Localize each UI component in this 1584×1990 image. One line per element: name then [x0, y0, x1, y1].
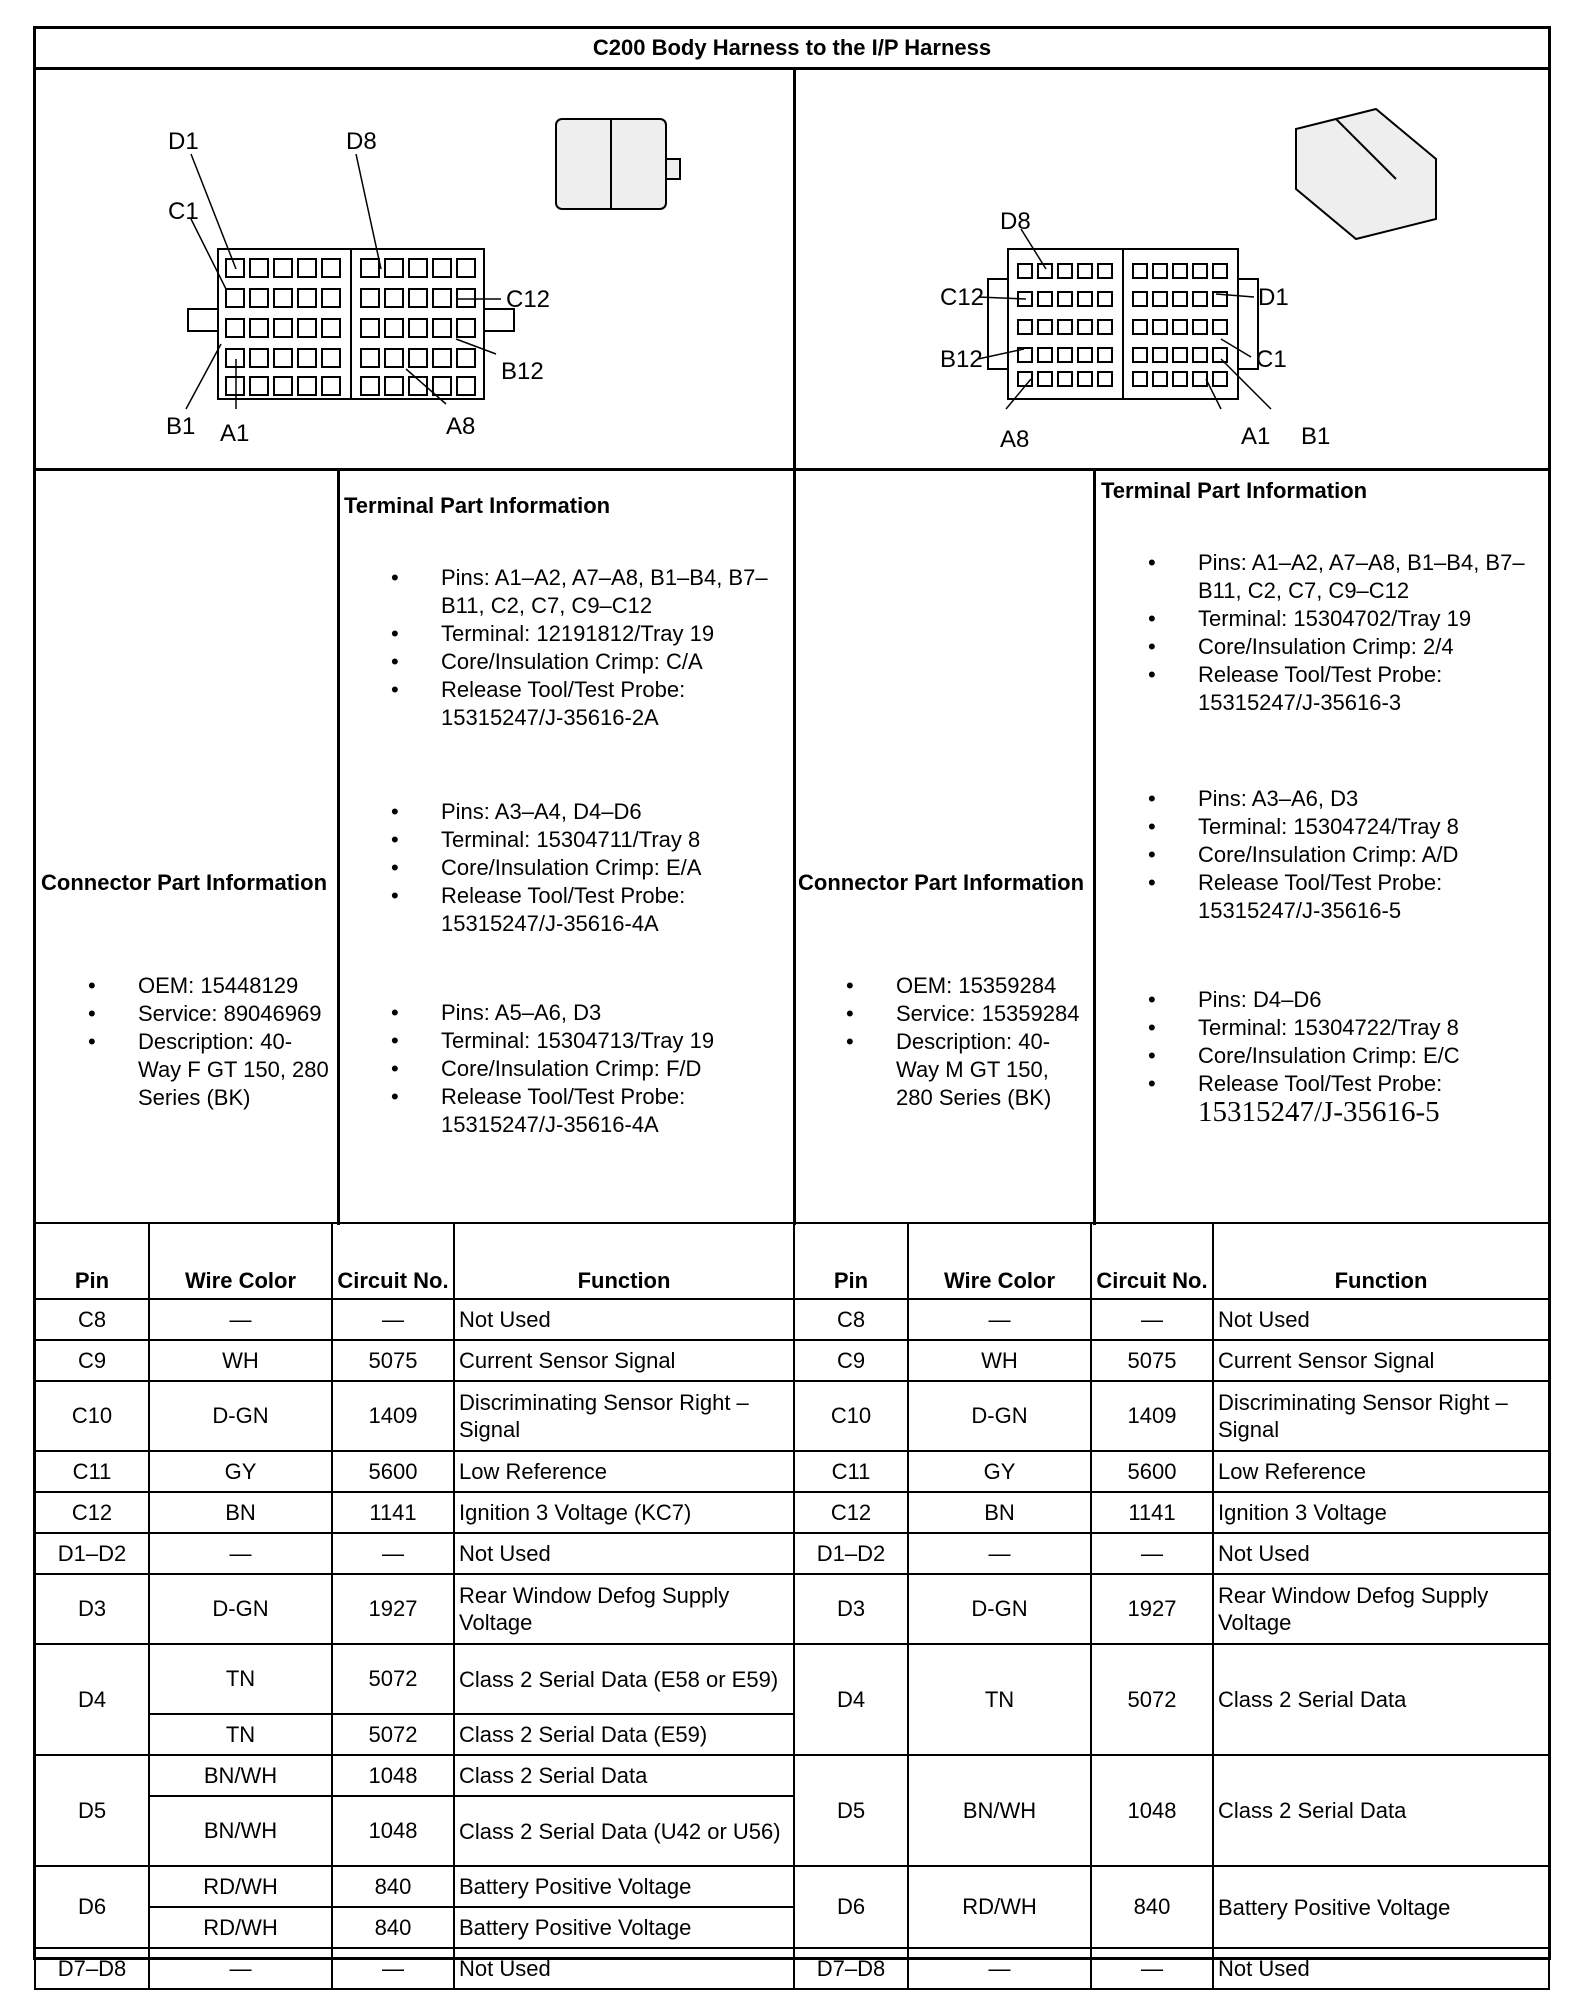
function-cell: Not Used — [1213, 1299, 1549, 1340]
function-cell: Class 2 Serial Data — [454, 1755, 794, 1796]
list-item: • Core/Insulation Crimp: E/A — [391, 854, 791, 882]
list-item: • Pins: A3–A6, D3 — [1148, 785, 1548, 813]
page-title: C200 Body Harness to the I/P Harness — [592, 35, 992, 60]
connector-part-list — [846, 972, 1091, 1112]
function-cell: Class 2 Serial Data (E58 or E59) — [454, 1644, 794, 1714]
terminal-group-2 — [1148, 785, 1548, 925]
pin-cell: D4 — [35, 1644, 149, 1755]
connector-part-list — [88, 972, 333, 1112]
list-item: • Terminal: 15304711/Tray 8 — [391, 826, 791, 854]
wire-color-cell: BN — [908, 1492, 1091, 1533]
wire-color-cell: D-GN — [149, 1574, 332, 1644]
pin-label-b1: B1 — [1301, 423, 1331, 450]
table-row — [794, 1340, 1549, 1381]
pin-cell: D3 — [794, 1574, 908, 1644]
left-pin-table — [34, 1222, 795, 1990]
pin-cell: D7–D8 — [794, 1948, 908, 1989]
circuit-cell: — — [1091, 1299, 1213, 1340]
wire-color-cell: — — [149, 1948, 332, 1989]
pin-cell: D6 — [35, 1866, 149, 1948]
function-cell: Discriminating Sensor Right – Signal — [454, 1381, 794, 1451]
terminal-group-2 — [391, 798, 791, 938]
circuit-cell: — — [332, 1299, 454, 1340]
wire-color-cell: — — [908, 1948, 1091, 1989]
wire-color-cell: — — [908, 1533, 1091, 1574]
list-item: • Terminal: 15304702/Tray 19 — [1148, 605, 1548, 633]
wire-color-cell: GY — [149, 1451, 332, 1492]
list-item: • Terminal: 12191812/Tray 19 — [391, 620, 791, 648]
circuit-cell: 1141 — [1091, 1492, 1213, 1533]
function-cell: Not Used — [1213, 1948, 1549, 1989]
circuit-cell: 840 — [1091, 1866, 1213, 1948]
terminal-group-1 — [391, 564, 791, 732]
terminal-part-heading: Terminal Part Information — [1101, 478, 1368, 503]
table-row — [35, 1533, 794, 1574]
connector-face-m — [988, 249, 1258, 399]
pin-label-b12: B12 — [501, 358, 544, 385]
pin-label-b1: B1 — [166, 413, 196, 440]
table-row — [35, 1451, 794, 1492]
list-item: • Release Tool/Test Probe: 15315247/J-35616-4A — [391, 1083, 791, 1139]
table-row — [35, 1492, 794, 1533]
circuit-cell: 1141 — [332, 1492, 454, 1533]
pin-cell: C9 — [794, 1340, 908, 1381]
table-row — [35, 1948, 794, 1989]
wire-color-cell: TN — [149, 1714, 332, 1755]
pin-cell: D4 — [794, 1644, 908, 1755]
wire-color-cell: — — [149, 1533, 332, 1574]
table-row — [35, 1299, 794, 1340]
pin-label-d8: D8 — [346, 128, 377, 155]
circuit-cell: 840 — [332, 1866, 454, 1907]
wire-color-cell: GY — [908, 1451, 1091, 1492]
connector-part-heading: Connector Part Information — [41, 870, 328, 895]
wire-color-cell: D-GN — [908, 1574, 1091, 1644]
table-row — [35, 1381, 794, 1451]
circuit-cell: — — [332, 1948, 454, 1989]
table-row — [794, 1948, 1549, 1989]
pin-label-a1: A1 — [220, 420, 250, 447]
column-header-function: Function — [454, 1223, 794, 1299]
pin-label-c12: C12 — [506, 286, 551, 313]
list-item: • Terminal: 15304724/Tray 8 — [1148, 813, 1548, 841]
function-cell: Class 2 Serial Data (U42 or U56) — [454, 1796, 794, 1866]
list-item: • Pins: A3–A4, D4–D6 — [391, 798, 791, 826]
circuit-cell: 1409 — [1091, 1381, 1213, 1451]
pin-cell: D3 — [35, 1574, 149, 1644]
divider — [337, 470, 340, 1225]
pin-cell: D5 — [35, 1755, 149, 1866]
function-cell: Current Sensor Signal — [454, 1340, 794, 1381]
table-row — [794, 1574, 1549, 1644]
table-row — [35, 1644, 794, 1714]
list-item: • Release Tool/Test Probe: 15315247/J-35616-4A — [391, 882, 791, 938]
table-row — [794, 1299, 1549, 1340]
circuit-cell: 5600 — [1091, 1451, 1213, 1492]
pin-cell: D1–D2 — [794, 1533, 908, 1574]
list-item: • Terminal: 15304713/Tray 19 — [391, 1027, 791, 1055]
list-item: • Description: 40-Way F GT 150, 280 Series (BK) — [88, 1028, 333, 1112]
center-divider — [793, 69, 796, 1225]
list-item: • OEM: 15448129 — [88, 972, 333, 1000]
connector-part-heading: Connector Part Information — [798, 870, 1085, 895]
function-cell: Rear Window Defog Supply Voltage — [454, 1574, 794, 1644]
circuit-cell: 840 — [332, 1907, 454, 1948]
table-row — [35, 1755, 794, 1796]
table-row — [35, 1796, 794, 1866]
circuit-cell: 5072 — [332, 1644, 454, 1714]
table-row — [794, 1381, 1549, 1451]
list-item: • Description: 40-Way M GT 150, 280 Series (BK) — [846, 1028, 1091, 1112]
circuit-cell: 1048 — [1091, 1755, 1213, 1866]
wire-color-cell: WH — [149, 1340, 332, 1381]
pin-label-d8: D8 — [1000, 208, 1031, 235]
function-cell: Class 2 Serial Data (E59) — [454, 1714, 794, 1755]
divider — [1093, 470, 1096, 1225]
right-connector-diagram — [896, 79, 1476, 464]
pin-cell: C8 — [35, 1299, 149, 1340]
wire-color-cell: D-GN — [149, 1381, 332, 1451]
wire-color-cell: BN/WH — [908, 1755, 1091, 1866]
pin-cell: C8 — [794, 1299, 908, 1340]
list-item: • Core/Insulation Crimp: 2/4 — [1148, 633, 1548, 661]
list-item — [1148, 1070, 1548, 1128]
function-cell: Class 2 Serial Data — [1213, 1644, 1549, 1755]
circuit-cell: 5600 — [332, 1451, 454, 1492]
right-pin-table — [793, 1222, 1550, 1990]
function-cell: Low Reference — [454, 1451, 794, 1492]
function-cell: Ignition 3 Voltage — [1213, 1492, 1549, 1533]
circuit-cell: 1927 — [332, 1574, 454, 1644]
function-cell: Battery Positive Voltage — [454, 1907, 794, 1948]
pin-cell: C11 — [794, 1451, 908, 1492]
circuit-cell: 5072 — [1091, 1644, 1213, 1755]
function-cell: Low Reference — [1213, 1451, 1549, 1492]
column-header-wire-color: Wire Color — [149, 1223, 332, 1299]
document-frame — [33, 26, 1551, 1981]
table-row — [35, 1866, 794, 1907]
wire-color-cell: BN/WH — [149, 1796, 332, 1866]
pin-cell: C12 — [794, 1492, 908, 1533]
pin-cell: C11 — [35, 1451, 149, 1492]
wire-color-cell: — — [908, 1299, 1091, 1340]
wire-color-cell: RD/WH — [149, 1866, 332, 1907]
table-row — [35, 1574, 794, 1644]
list-item: • Release Tool/Test Probe: 15315247/J-35616-3 — [1148, 661, 1548, 717]
function-cell: Not Used — [454, 1299, 794, 1340]
pin-label-d1: D1 — [168, 128, 199, 155]
function-cell: Battery Positive Voltage — [454, 1866, 794, 1907]
wire-color-cell: BN/WH — [149, 1755, 332, 1796]
table-row — [794, 1866, 1549, 1948]
pin-cell: C10 — [794, 1381, 908, 1451]
release-tool-label: Release Tool/Test Probe: — [1198, 1071, 1443, 1096]
table-row — [35, 1340, 794, 1381]
circuit-cell: 1409 — [332, 1381, 454, 1451]
list-item: • Core/Insulation Crimp: F/D — [391, 1055, 791, 1083]
connector-3d-view — [556, 119, 680, 209]
pin-cell: C10 — [35, 1381, 149, 1451]
pin-label-a8: A8 — [1000, 426, 1030, 453]
function-cell: Rear Window Defog Supply Voltage — [1213, 1574, 1549, 1644]
pin-label-c12: C12 — [940, 284, 985, 311]
column-header-circuit: Circuit No. — [332, 1223, 454, 1299]
wire-color-cell: WH — [908, 1340, 1091, 1381]
wire-color-cell: TN — [149, 1644, 332, 1714]
pin-cell: D1–D2 — [35, 1533, 149, 1574]
pin-label-a8: A8 — [446, 413, 476, 440]
circuit-cell: 5072 — [332, 1714, 454, 1755]
circuit-cell: 1927 — [1091, 1574, 1213, 1644]
table-row — [794, 1533, 1549, 1574]
list-item: • Pins: D4–D6 — [1148, 986, 1548, 1014]
list-item: • Terminal: 15304722/Tray 8 — [1148, 1014, 1548, 1042]
list-item: • Service: 15359284 — [846, 1000, 1091, 1028]
pin-cell: C12 — [35, 1492, 149, 1533]
table-row — [35, 1907, 794, 1948]
release-tool-value: 15315247/J-35616-5 — [1198, 1096, 1440, 1128]
connector-3d-view — [1296, 109, 1436, 239]
function-cell: Class 2 Serial Data — [1213, 1755, 1549, 1866]
pin-label-c1: C1 — [168, 198, 199, 225]
function-cell: Not Used — [454, 1533, 794, 1574]
wire-color-cell: RD/WH — [149, 1907, 332, 1948]
connector-face-f — [188, 249, 514, 399]
function-cell: Discriminating Sensor Right – Signal — [1213, 1381, 1549, 1451]
circuit-cell: 1048 — [332, 1796, 454, 1866]
pin-label-a1: A1 — [1241, 423, 1271, 450]
list-item: • Pins: A1–A2, A7–A8, B1–B4, B7–B11, C2, C7, C9–C12 — [1148, 549, 1548, 605]
table-row — [794, 1755, 1549, 1866]
terminal-group-1 — [1148, 549, 1548, 717]
table-row — [35, 1714, 794, 1755]
table-row — [794, 1644, 1549, 1755]
divider — [36, 468, 1548, 471]
terminal-part-heading: Terminal Part Information — [344, 493, 611, 518]
wire-color-cell: D-GN — [908, 1381, 1091, 1451]
divider — [36, 67, 1548, 70]
function-cell: Battery Positive Voltage — [1213, 1866, 1549, 1948]
pin-cell: D7–D8 — [35, 1948, 149, 1989]
function-cell: Current Sensor Signal — [1213, 1340, 1549, 1381]
circuit-cell: — — [332, 1533, 454, 1574]
wire-color-cell: — — [149, 1299, 332, 1340]
pin-cell: D5 — [794, 1755, 908, 1866]
terminal-group-3 — [391, 999, 791, 1139]
column-header-pin: Pin — [794, 1223, 908, 1299]
function-cell: Ignition 3 Voltage (KC7) — [454, 1492, 794, 1533]
column-header-function: Function — [1213, 1223, 1549, 1299]
wire-color-cell: BN — [149, 1492, 332, 1533]
circuit-cell: 5075 — [1091, 1340, 1213, 1381]
wire-color-cell: TN — [908, 1644, 1091, 1755]
terminal-group-3 — [1148, 986, 1548, 1128]
function-cell: Not Used — [1213, 1533, 1549, 1574]
column-header-pin: Pin — [35, 1223, 149, 1299]
list-item: • Release Tool/Test Probe: 15315247/J-35616-5 — [1148, 869, 1548, 925]
list-item: • Release Tool/Test Probe: 15315247/J-35616-2A — [391, 676, 791, 732]
column-header-circuit: Circuit No. — [1091, 1223, 1213, 1299]
function-cell: Not Used — [454, 1948, 794, 1989]
wire-color-cell: RD/WH — [908, 1866, 1091, 1948]
pin-label-c1: C1 — [1256, 346, 1287, 373]
circuit-cell: — — [1091, 1948, 1213, 1989]
circuit-cell: 5075 — [332, 1340, 454, 1381]
list-item: • Core/Insulation Crimp: E/C — [1148, 1042, 1548, 1070]
table-row — [794, 1492, 1549, 1533]
pin-cell: D6 — [794, 1866, 908, 1948]
left-connector-diagram — [156, 79, 736, 464]
list-item: • Service: 89046969 — [88, 1000, 333, 1028]
list-item: • Core/Insulation Crimp: C/A — [391, 648, 791, 676]
list-item: • OEM: 15359284 — [846, 972, 1091, 1000]
column-header-wire-color: Wire Color — [908, 1223, 1091, 1299]
list-item: • Core/Insulation Crimp: A/D — [1148, 841, 1548, 869]
circuit-cell: — — [1091, 1533, 1213, 1574]
circuit-cell: 1048 — [332, 1755, 454, 1796]
pin-label-b12: B12 — [940, 346, 983, 373]
list-item: • Pins: A1–A2, A7–A8, B1–B4, B7–B11, C2, C7, C9–C12 — [391, 564, 791, 620]
pin-cell: C9 — [35, 1340, 149, 1381]
pin-label-d1: D1 — [1258, 284, 1289, 311]
table-row — [794, 1451, 1549, 1492]
list-item: • Pins: A5–A6, D3 — [391, 999, 791, 1027]
